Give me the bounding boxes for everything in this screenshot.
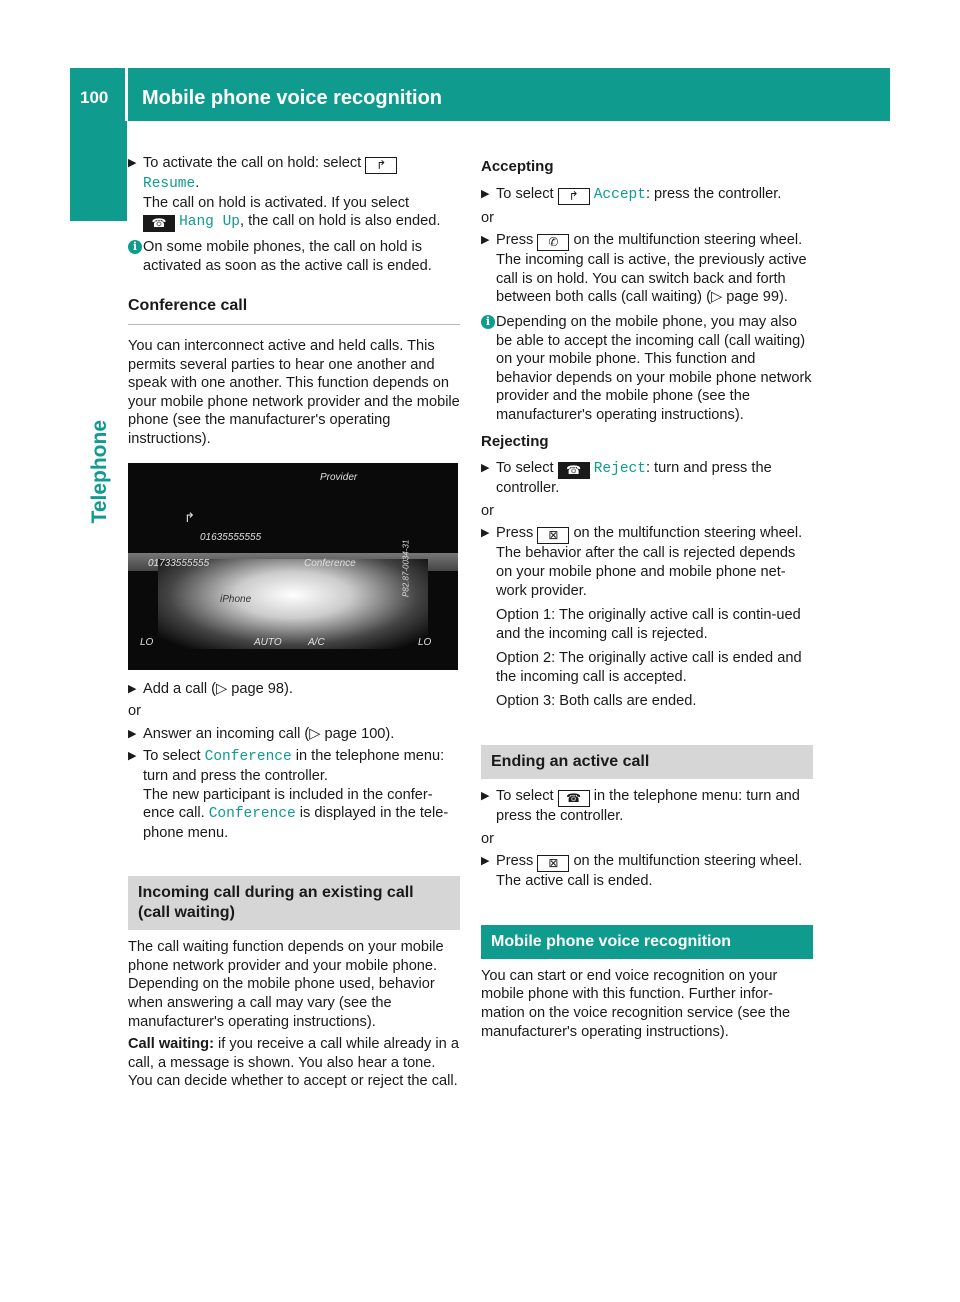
- paragraph-call-waiting-2: Call waiting: if you receive a call while already in a call, a message is shown. You also hear a tone. You can decide whether to accept or reject the call.: [128, 1036, 459, 1090]
- handset-accept-icon: ↱: [365, 157, 397, 174]
- step-arrow-icon: ▶: [481, 234, 490, 247]
- step-arrow-icon: ▶: [481, 527, 490, 540]
- menu-item-conference: Conference: [204, 749, 292, 766]
- section-side-label: Telephone: [88, 420, 111, 524]
- page-title: Mobile phone voice recognition: [142, 87, 443, 109]
- handset-hangup-icon: ☎: [143, 215, 175, 232]
- step-press-end-key: ▶ Press ⊠ on the multifunction steering wheel. The behavior after the call is rejected depends on your mobile phone and mobile phone net-work provider.: [481, 525, 803, 599]
- step-arrow-icon: ▶: [128, 682, 137, 695]
- info-note-hold: i On some mobile phones, the call on hold is activated as soon as the active call is ended.: [128, 238, 460, 275]
- phone-icon: ↱: [184, 509, 195, 525]
- step-activate-hold: ▶ To activate the call on hold: select ↱ Resume. The call on hold is activated. If you select ☎ Hang Up, the call on hold is also ended.: [128, 155, 441, 231]
- step-press-phone-key: ▶ Press ✆ on the multifunction steering wheel. The incoming call is active, the previously active call is on hold. You can switch back and forth between both calls (call waiting) (▷ page 99).: [481, 232, 807, 306]
- heading-accepting: Accepting: [481, 158, 554, 175]
- step-add-call: ▶ Add a call (▷ page 98).: [128, 680, 293, 697]
- handset-hangup-icon: ☎: [558, 462, 590, 479]
- paragraph-voice-recognition: You can start or end voice recognition on your mobile phone with this function. Further infor-mation on the voice recognition service (see the manufacturer's operating instructions).: [481, 967, 791, 1040]
- step-arrow-icon: ▶: [481, 462, 490, 475]
- right-column: Accepting ▶ To select ↱ Accept: press the controller. or ▶ Press ✆ on the multifunction steering wheel. The incoming call is active, the previously active call is on hold. You can switch back and forth between both calls (call waiting) (▷ page 99). i Depending on the mobile phone, you may also be able to accept the incoming call (call waiting) on your mobile phone. This function and behavior depends on your mobile phone network provider and the mobile phone (see the manufacturer's operating instructions). Rejecting ▶ To select ☎ Reject: turn and press the controller. or ▶ Press ⊠ on the multifunction steering wheel. The behavior after the call is rejected depends on your mobile phone and mobile phone net-work provider. Option 1: The originally active call is contin-ued and the incoming call is rejected. Option 2: The originally active call is ended and the incoming call is accepted. Option 3: Both calls are ended. Ending an active call ▶ To select ☎ in the telephone menu: turn and press the controller. or ▶ Press ⊠ on the multifunction steering wheel. The active call is ended. Mobile phone voice recognition You can start or end voice recognition on your mobile phone with this function. Further infor-mation on the voice recognition service (see the manufacturer's operating instructions).: [481, 158, 812, 1040]
- step-arrow-icon: ▶: [128, 727, 137, 740]
- heading-conference-call: Conference call: [128, 297, 460, 325]
- info-icon: i: [481, 315, 495, 329]
- side-tab-block: [70, 121, 127, 221]
- step-press-end-key-2: ▶ Press ⊠ on the multifunction steering wheel. The active call is ended.: [481, 853, 803, 890]
- step-arrow-icon: ▶: [481, 790, 490, 803]
- phone-key-icon: ✆: [537, 234, 569, 251]
- page-number: 100: [80, 88, 109, 107]
- step-arrow-icon: ▶: [481, 855, 490, 868]
- paragraph-call-waiting: The call waiting function depends on your mobile phone network provider and your mobile phone. Depending on the mobile phone used, behavior when answering a call may vary (see the manufacturer's operating instructions).: [128, 939, 444, 1030]
- menu-item-resume: Resume: [143, 176, 196, 192]
- heading-voice-recognition: Mobile phone voice recognition: [481, 925, 813, 959]
- step-arrow-icon: ▶: [481, 187, 490, 200]
- left-column: ▶ To activate the call on hold: select ↱ Resume. The call on hold is activated. If you select ☎ Hang Up, the call on hold is also ended. i On some mobile phones, the call on hold is activated as soon as the active call is ended. Conference call You can interconnect active and held calls. This permits several parties to hear one another and speak with one another. This function depends on your mobile phone network provider and the mobile phone (see the manufacturer's operating instructions). Provider ↱ 01635555555 01733555555 Conference iPhone LO AUTO A/C LO P82.87-0034-31 ▶ Add a call (▷ page 98). or ▶ Answer an incoming call (▷ page 100). ▶ To select Conference in the telephone menu: turn and press the controller. The new participant is included in the confer-ence call. Conference is displayed in the tele-phone menu. Incoming call during an existing call (call waiting) The call waiting function depends on your mobile phone network provider and your mobile phone. Depending on the mobile phone used, behavior when answering a call may vary (see the manufacturer's operating instructions). Call waiting: if you receive a call while already in a call, a message is shown. You also hear a tone. You can decide whether to accept or reject the call.: [128, 155, 460, 1090]
- header-separator: [125, 68, 128, 121]
- step-arrow-icon: ▶: [128, 750, 137, 763]
- telephone-display-photo: Provider ↱ 01635555555 01733555555 Conference iPhone LO AUTO A/C LO P82.87-0034-31: [128, 463, 458, 670]
- option-1: Option 1: The originally active call is contin-ued and the incoming call is rejected.: [496, 607, 801, 642]
- step-select-end: ▶ To select ☎ in the telephone menu: turn and press the controller.: [481, 788, 800, 825]
- paragraph-conference: You can interconnect active and held calls. This permits several parties to hear one another and speak with one another. This function depends on your mobile phone network provider and the mobile phone (see the manufacturer's operating instructions).: [128, 337, 460, 447]
- menu-item-conference-displayed: Conference: [208, 806, 296, 823]
- handset-hangup-icon: ☎: [558, 790, 590, 807]
- step-answer-call: ▶ Answer an incoming call (▷ page 100).: [128, 725, 395, 742]
- heading-call-waiting: Incoming call during an existing call (call waiting): [128, 876, 460, 930]
- menu-item-reject: Reject: [593, 461, 646, 478]
- step-arrow-icon: ▶: [128, 157, 137, 169]
- step-select-conference: ▶ To select Conference in the telephone menu: turn and press the controller. The new participant is included in the confer-ence call. Conference is displayed in the tele-phone menu.: [128, 748, 449, 841]
- handset-accept-icon: ↱: [558, 188, 590, 205]
- end-call-key-icon: ⊠: [537, 527, 569, 544]
- heading-rejecting: Rejecting: [481, 432, 549, 450]
- option-3: Option 3: Both calls are ended.: [496, 693, 697, 710]
- heading-ending-call: Ending an active call: [481, 745, 813, 779]
- step-select-accept: ▶ To select ↱ Accept: press the controller.: [481, 185, 782, 203]
- step-select-reject: ▶ To select ☎ Reject: turn and press the controller.: [481, 460, 772, 497]
- info-note-accept: i Depending on the mobile phone, you may also be able to accept the incoming call (call waiting) on your mobile phone. This function and behavior depends on your mobile phone network provider and the mobile phone (see the manufacturer's operating instructions).: [481, 313, 813, 425]
- info-icon: i: [128, 240, 142, 254]
- option-2: Option 2: The originally active call is ended and the incoming call is accepted.: [496, 650, 802, 685]
- menu-item-accept: Accept: [593, 186, 646, 203]
- menu-item-hang-up: Hang Up: [179, 214, 240, 231]
- end-call-key-icon: ⊠: [537, 855, 569, 872]
